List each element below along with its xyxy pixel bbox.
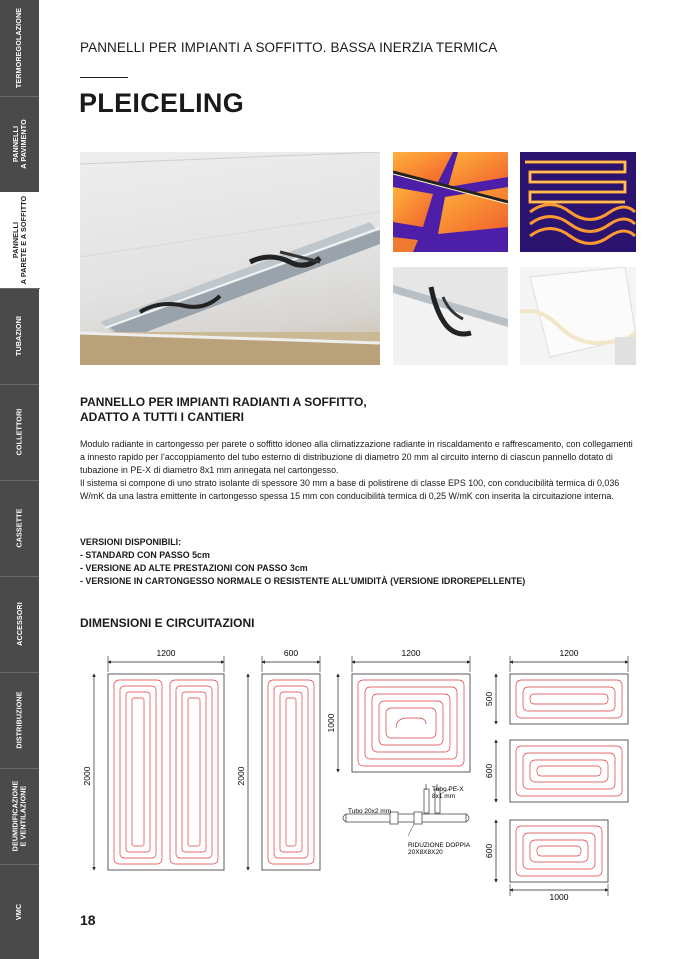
- panel-1200x1000-height: 1000: [326, 713, 336, 733]
- page-title: PLEICELING: [79, 88, 245, 118]
- sidebar-tab-pannelli-pavimento[interactable]: [0, 96, 39, 193]
- panel-1200x500-diagram: [484, 648, 628, 724]
- panel-1200x1000-diagram: [326, 648, 470, 772]
- thermal-image-1: [393, 152, 508, 252]
- reduction-size-label: 20X8X8X20: [408, 849, 443, 856]
- sidebar-tab-tubazioni[interactable]: [0, 288, 39, 385]
- product-description: [80, 438, 640, 503]
- panel-600x2000-width: 600: [283, 648, 299, 658]
- panel-600x2000-diagram: [236, 648, 320, 870]
- sidebar-tab-vmc[interactable]: [0, 864, 39, 959]
- panel-1200x500-width: 1200: [559, 648, 579, 658]
- versions-list: [80, 536, 640, 588]
- panel-600x2000-height: 2000: [236, 766, 246, 786]
- section-heading: PANNELLO PER IMPIANTI RADIANTI A SOFFITTO, ADATTO A TUTTI I CANTIERI: [80, 395, 367, 424]
- version-item: - VERSIONE IN CARTONGESSO NORMALE O RESISTENTE ALL’UMIDITÀ (VERSIONE IDROREPELLENTE): [80, 576, 526, 586]
- panel-1000x600-diagram: [484, 820, 608, 902]
- dimensions-diagrams: [78, 644, 638, 906]
- panel-1200x2000-diagram: [82, 648, 224, 870]
- sidebar-tab-label: TUBAZIONI: [14, 315, 24, 357]
- title-divider: [80, 77, 128, 78]
- panel-1200x1000-width: 1200: [401, 648, 421, 658]
- sidebar-tab-label: COLLETTORI: [14, 408, 24, 456]
- sidebar-tab-deumidificazione[interactable]: [0, 768, 39, 865]
- version-item: - VERSIONE AD ALTE PRESTAZIONI CON PASSO 3cm: [80, 563, 308, 573]
- thermal-image-2: [520, 152, 636, 252]
- sidebar-tab-collettori[interactable]: [0, 384, 39, 481]
- sidebar-nav: [0, 0, 39, 959]
- panel-1200x2000-height: 2000: [82, 766, 92, 786]
- panel-1200x600-height: 600: [484, 763, 494, 779]
- version-item: - STANDARD CON PASSO 5cm: [80, 550, 210, 560]
- sidebar-tab-cassette[interactable]: [0, 480, 39, 577]
- sidebar-tab-label: PANNELLI A PARETE E A SOFFITTO: [11, 195, 29, 285]
- tube-pex-size-label: 8x1 mm: [432, 793, 456, 800]
- versions-title: VERSIONI DISPONIBILI:: [80, 537, 182, 547]
- page-number: 18: [80, 912, 96, 928]
- sidebar-tab-label: DISTRIBUZIONE: [14, 691, 24, 749]
- panel-1200x2000-width: 1200: [156, 648, 176, 658]
- dimensions-heading: DIMENSIONI E CIRCUITAZIONI: [80, 616, 255, 630]
- sidebar-tab-label: TERMOREGOLAZIONE: [14, 7, 24, 89]
- description-paragraph-2: Il sistema si compone di uno strato isolante di spessore 30 mm a base di polistirene di classe EPS 100, con conducibilità termica di 0,036 W/mK da una lastra emittente in cartongesso spessa 15 mm con conducibilità termica di 0,25 W/mK con inserita la circuitazione interna.: [80, 478, 620, 501]
- sidebar-tab-label: ACCESSORI: [14, 602, 24, 646]
- panel-1000x600-height: 600: [484, 843, 494, 859]
- panel-1200x500-height: 500: [484, 691, 494, 707]
- ceiling-installation-photo: [80, 152, 380, 365]
- tube-main-label: Tubo 20x2 mm: [348, 808, 392, 815]
- sidebar-tab-distribuzione[interactable]: [0, 672, 39, 769]
- panel-connection-photo: [393, 267, 508, 365]
- description-paragraph-1: Modulo radiante in cartongesso per parete o soffitto idoneo alla climatizzazione radiante in riscaldamento e raffrescamento, con collegamenti a innesto rapido per l’accoppiamento del tubo esterno di distribuzione di diametro 20 mm al circuito interno di ciascun pannello dotato di tubazione in PE-X di diametro 8x1 mm annegata nel cartongesso.: [80, 439, 633, 475]
- sidebar-tab-accessori[interactable]: [0, 576, 39, 673]
- sidebar-tab-pannelli-parete-soffitto[interactable]: [0, 192, 40, 289]
- panel-edge-photo: [520, 267, 636, 365]
- sidebar-tab-label: CASSETTE: [14, 508, 24, 548]
- panel-1000x600-width: 1000: [549, 892, 569, 902]
- reduction-label: RIDUZIONE DOPPIA: [408, 842, 471, 849]
- sidebar-tab-termoregolazione[interactable]: [0, 0, 39, 97]
- sidebar-tab-label: VMC: [14, 903, 24, 920]
- sidebar-tab-label: PANNELLI A PAVIMENTO: [10, 119, 28, 169]
- connector-detail-diagram: [343, 784, 471, 856]
- page-subtitle: PANNELLI PER IMPIANTI A SOFFITTO. BASSA INERZIA TERMICA: [80, 40, 498, 55]
- tube-pex-label: Tubo PE-X: [432, 786, 464, 793]
- panel-1200x600-diagram: [484, 740, 628, 802]
- sidebar-tab-label: DEUMIDIFICAZIONE E VENTILAZIONE: [10, 780, 28, 852]
